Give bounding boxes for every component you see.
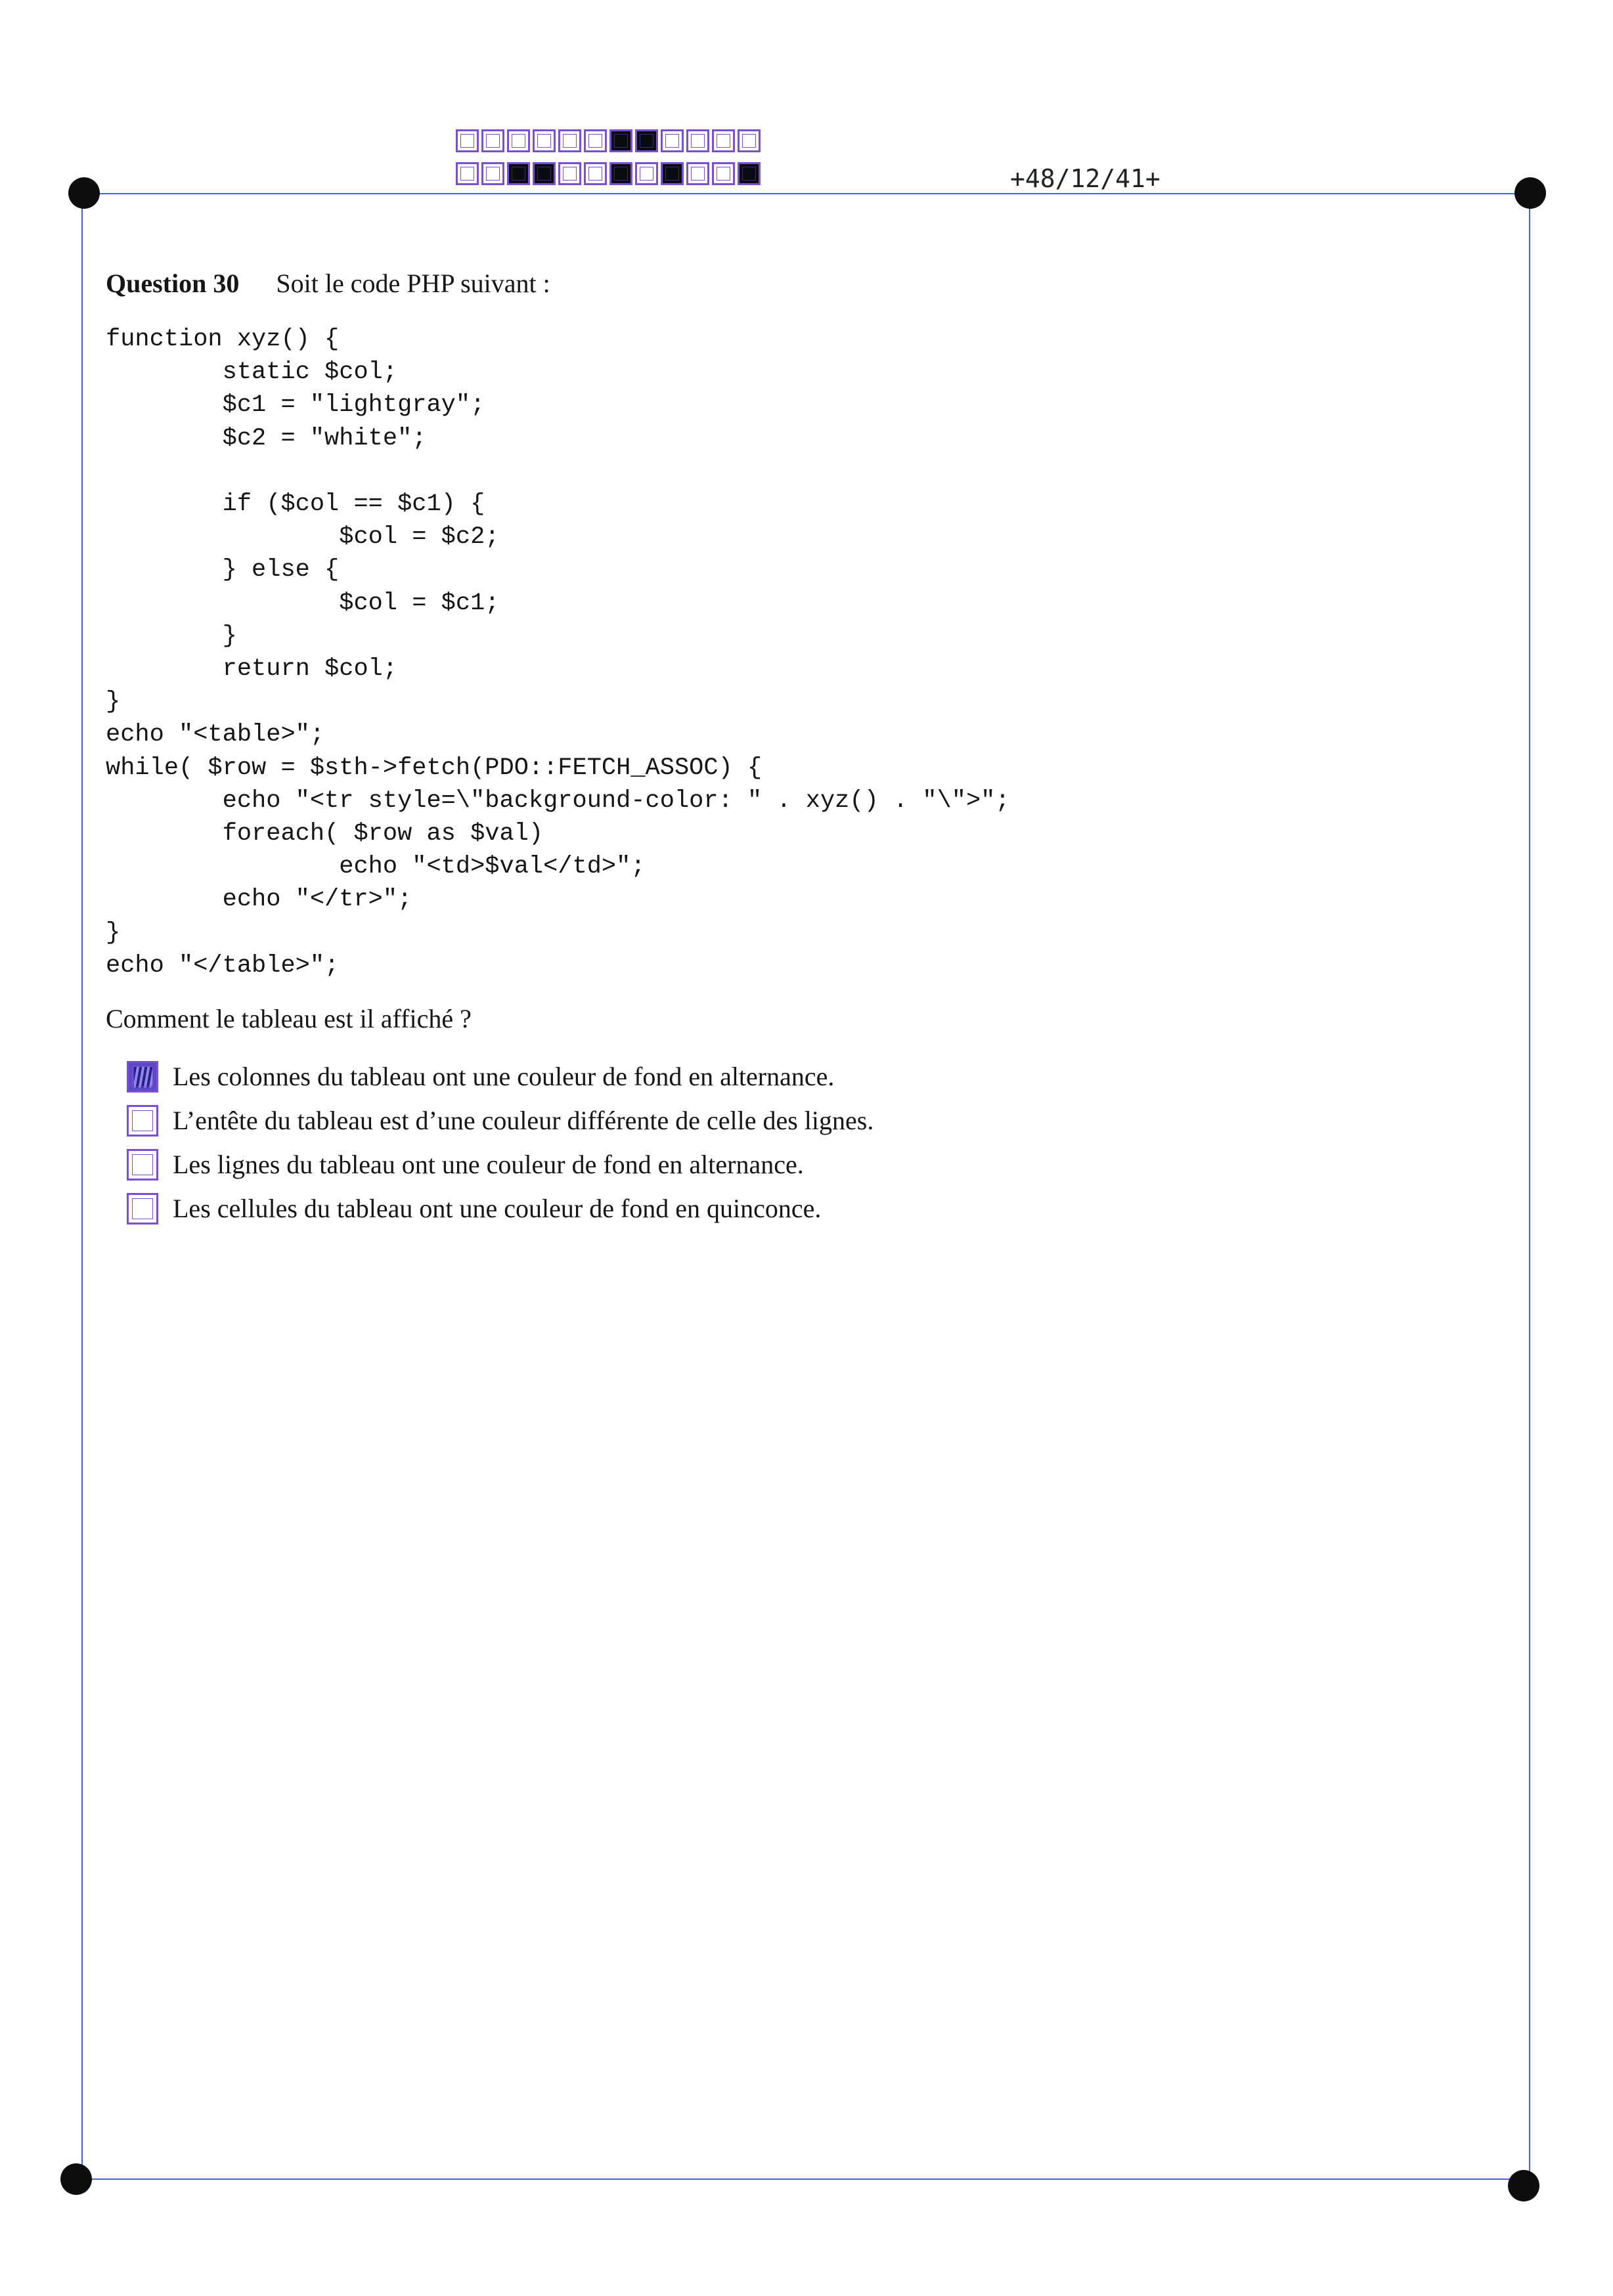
- barcode-cell: [661, 162, 684, 185]
- answer-list: [127, 1054, 873, 1230]
- barcode-cell: [738, 129, 761, 152]
- barcode-cell: [456, 129, 479, 152]
- answer-label-4: Les cellules du tableau ont une couleur de fond en quinconce.: [173, 1194, 822, 1223]
- barcode-row-2: [456, 162, 763, 185]
- barcode-cell: [507, 162, 530, 185]
- barcode-cell: [481, 129, 504, 152]
- barcode-cell: [609, 162, 632, 185]
- answer-checkbox-3[interactable]: [127, 1149, 158, 1180]
- barcode-cell: [558, 162, 581, 185]
- corner-mark-top-right: [1514, 177, 1546, 209]
- barcode-cell: [712, 129, 735, 152]
- page-id: +48/12/41+: [1010, 164, 1160, 193]
- barcode-cell: [712, 162, 735, 185]
- barcode-cell: [661, 129, 684, 152]
- barcode-cell: [558, 129, 581, 152]
- php-code-block: function xyz() { static $col; $c1 = "lightgray"; $c2 = "white"; if ($col == $c1) { $col = $c2; } else { $col = $c1; } return $col; } echo "<table>"; while( $row = $sth->fetch(PDO::FETCH_ASSOC) { echo "<tr style=\"background-color: " . xyz() . "\">"; foreach( $row as $val) echo "<td>$val</td>"; echo "</tr>"; } echo "</table>";: [106, 326, 1010, 980]
- question-prompt: Comment le tableau est il affiché ?: [106, 1004, 472, 1033]
- answer-label-2: L’entête du tableau est d’une couleur différente de celle des lignes.: [173, 1106, 874, 1135]
- barcode-cell: [609, 129, 632, 152]
- answer-checkbox-1[interactable]: [127, 1061, 158, 1093]
- answer-option-1[interactable]: [127, 1054, 873, 1098]
- barcode-cell: [635, 162, 658, 185]
- barcode-cell: [533, 162, 556, 185]
- answer-label-3: Les lignes du tableau ont une couleur de fond en alternance.: [173, 1150, 804, 1179]
- barcode-cell: [456, 162, 479, 185]
- barcode-cell: [738, 162, 761, 185]
- answer-label-1: Les colonnes du tableau ont une couleur de fond en alternance.: [173, 1062, 835, 1091]
- question-number: Question 30: [106, 269, 240, 298]
- question-header: [106, 268, 550, 299]
- barcode-cell: [635, 129, 658, 152]
- barcode-cell: [686, 162, 709, 185]
- answer-checkbox-4[interactable]: [127, 1193, 158, 1224]
- frame-right-line: [1529, 193, 1530, 2185]
- corner-mark-top-left: [68, 177, 100, 209]
- frame-left-line: [81, 193, 83, 2178]
- corner-mark-bottom-left: [60, 2163, 92, 2195]
- answer-option-3[interactable]: [127, 1142, 873, 1186]
- answer-option-2[interactable]: [127, 1098, 873, 1142]
- barcode-cell: [507, 129, 530, 152]
- barcode-cell: [533, 129, 556, 152]
- barcode-cell: [584, 162, 607, 185]
- answer-checkbox-2[interactable]: [127, 1105, 158, 1137]
- answer-option-4[interactable]: [127, 1186, 873, 1230]
- frame-top-line: [84, 193, 1532, 194]
- barcode-cell: [481, 162, 504, 185]
- question-intro: Soit le code PHP suivant :: [276, 269, 550, 298]
- frame-bottom-line: [76, 2178, 1524, 2180]
- barcode-cell: [686, 129, 709, 152]
- corner-mark-bottom-right: [1508, 2170, 1539, 2201]
- barcode-cell: [584, 129, 607, 152]
- barcode-row-1: [456, 129, 763, 152]
